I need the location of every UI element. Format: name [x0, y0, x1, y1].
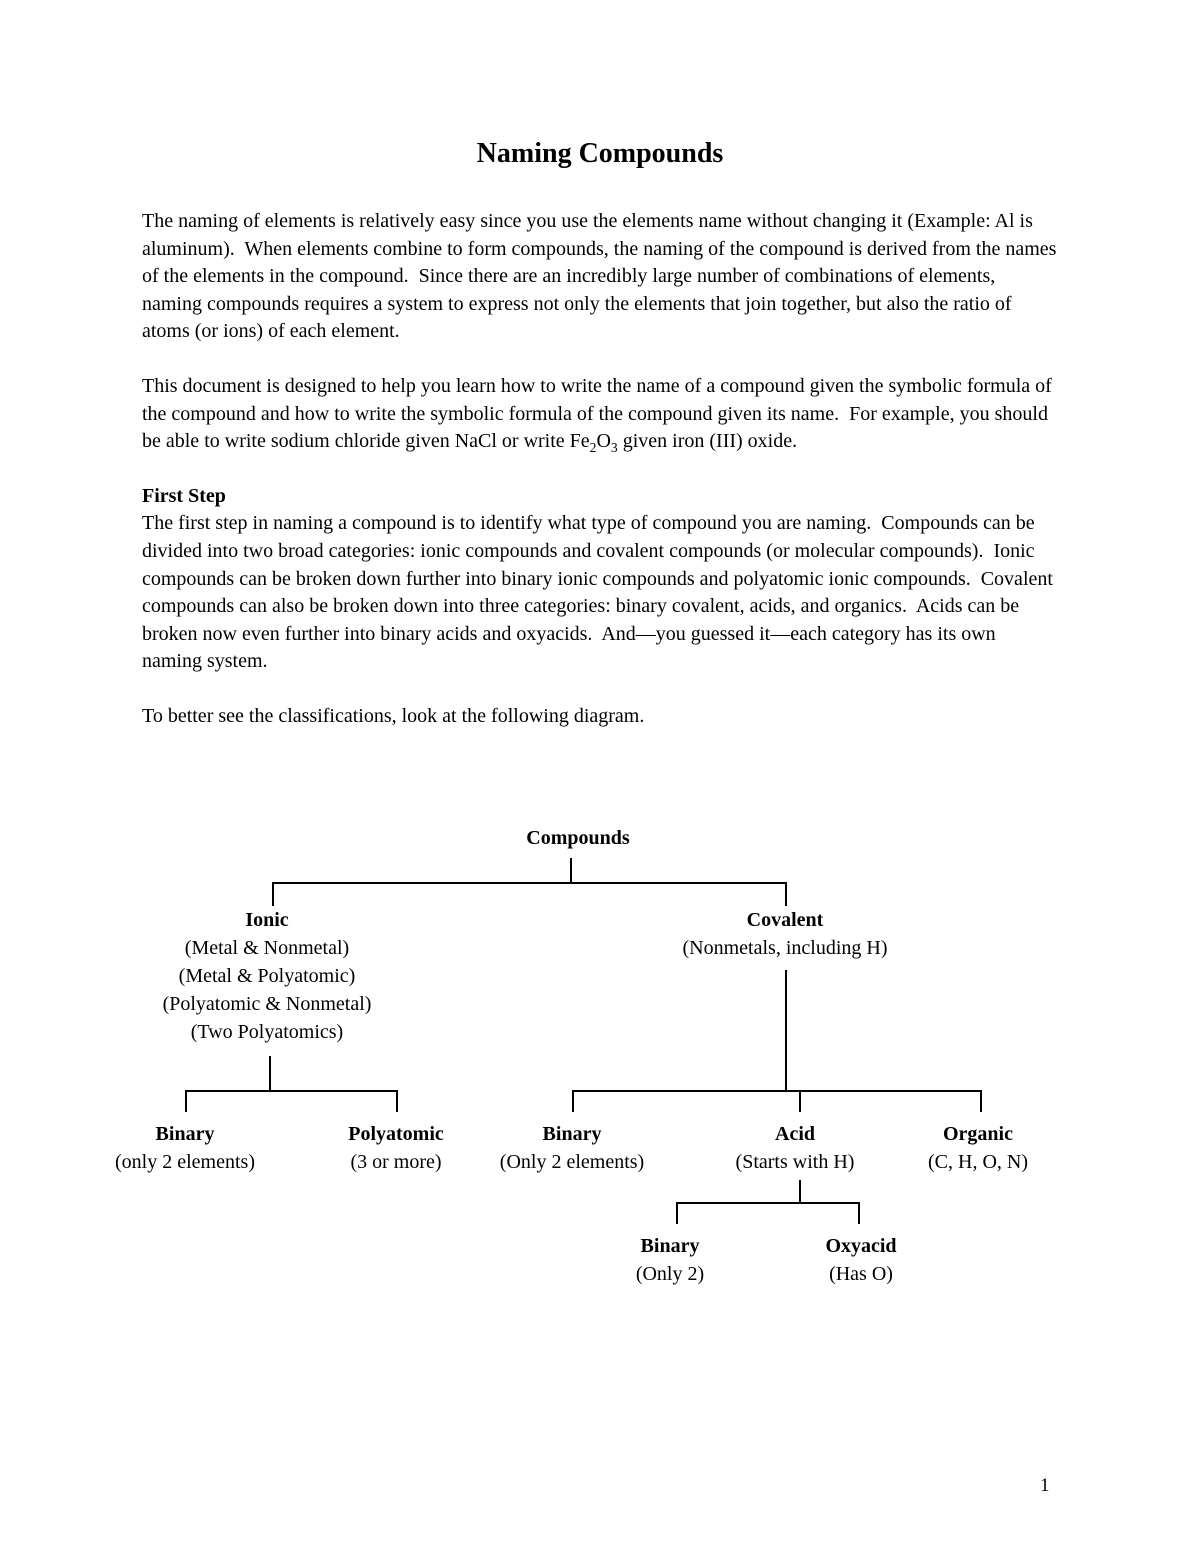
- intro-paragraph-2: [142, 373, 1058, 456]
- formula-subscript-2: 2: [589, 440, 597, 456]
- node-covalent: [645, 906, 925, 962]
- document-page: [0, 0, 1200, 731]
- node-acid: [695, 1120, 895, 1176]
- connector-covalent-binary-drop: [572, 1090, 574, 1112]
- node-polyatomic: [296, 1120, 496, 1176]
- node-covalent-sublabel: (Nonmetals, including H): [682, 937, 888, 959]
- node-organic: [878, 1120, 1078, 1176]
- intro-paragraph-1: The naming of elements is relatively easy since you use the elements name without changing it (Example: Al is aluminum). When elements combine to form compounds, the naming of the compound is derived from the names of the elements in the compound. Since there are an incredibly large number of combinations of elements, naming compounds requires a system to express not only the elements that join together, but also the ratio of atoms (or ions) of each element.: [142, 210, 1062, 343]
- node-compounds: [468, 824, 688, 852]
- diagram-intro-paragraph: To better see the classifications, look at the following diagram.: [142, 704, 645, 727]
- node-acid-binary-sublabel: (Only 2): [635, 1263, 705, 1285]
- node-polyatomic-sublabel: (3 or more): [350, 1151, 442, 1173]
- page-title: Naming Compounds: [476, 138, 724, 169]
- node-ionic-sublabel: (Two Polyatomics): [190, 1021, 344, 1043]
- node-acid-sublabel: (Starts with H): [735, 1151, 855, 1173]
- connector-compounds-stub: [570, 858, 572, 884]
- connector-covalent-drop: [785, 882, 787, 906]
- node-ionic: [127, 906, 407, 1046]
- connector-acid-horizontal: [676, 1202, 860, 1204]
- connector-polyatomic-drop: [396, 1090, 398, 1112]
- connector-organic-drop: [980, 1090, 982, 1112]
- connector-ionic-drop: [272, 882, 274, 906]
- node-organic-sublabel: (C, H, O, N): [928, 1151, 1028, 1173]
- page-number: 1: [1040, 1475, 1050, 1496]
- node-acid-binary-label: Binary: [640, 1235, 700, 1257]
- node-oxyacid-label: Oxyacid: [825, 1235, 897, 1257]
- node-ionic-sublabel: (Metal & Nonmetal): [184, 937, 350, 959]
- connector-ionic-stub: [269, 1056, 271, 1092]
- intro-paragraph-2-text-c: given iron (III) oxide.: [617, 430, 798, 453]
- intro-paragraph-2-text-a: This document is designed to help you learn how to write the name of a compound given the symbolic formula of the compound and how to write the symbolic formula of the compound given its name. For example, you should be able to write sodium chloride given NaCl or write Fe: [142, 374, 1057, 453]
- connector-acid-stub: [799, 1180, 801, 1204]
- node-oxyacid-sublabel: (Has O): [829, 1263, 893, 1285]
- connector-ionic-horizontal: [185, 1090, 398, 1092]
- connector-covalent-stub: [785, 970, 787, 1092]
- connector-top-horizontal: [272, 882, 787, 884]
- node-organic-label: Organic: [943, 1123, 1013, 1145]
- node-ionic-sublabel: (Polyatomic & Nonmetal): [162, 993, 372, 1015]
- connector-oxyacid-drop: [858, 1202, 860, 1224]
- node-ionic-binary-sublabel: (only 2 elements): [115, 1151, 255, 1173]
- node-covalent-binary-label: Binary: [542, 1123, 602, 1145]
- intro-paragraph-2-text-b: O: [596, 430, 611, 453]
- node-ionic-binary-label: Binary: [155, 1123, 215, 1145]
- node-covalent-binary-sublabel: (Only 2 elements): [499, 1151, 645, 1173]
- node-acid-binary: [570, 1232, 770, 1288]
- node-ionic-sublabel: (Metal & Polyatomic): [178, 965, 356, 987]
- node-covalent-label: Covalent: [746, 909, 824, 931]
- node-covalent-binary: [472, 1120, 672, 1176]
- connector-acid-binary-drop: [676, 1202, 678, 1224]
- first-step-paragraph: The first step in naming a compound is to identify what type of compound you are naming. Compounds can be divided into two broad categories: ionic compounds and covalent compounds (or molecular compounds). Ionic compounds can be broken down further into binary ionic compounds and polyatomic ionic compounds. Covalent compounds can also be broken down into three categories: binary covalent, acids, and organics. Acids can be broken now even further into binary acids and oxyacids. And—you guessed it—each category has its own naming system.: [142, 512, 1058, 673]
- first-step-heading: First Step: [142, 484, 226, 507]
- node-polyatomic-label: Polyatomic: [348, 1123, 444, 1145]
- connector-ionic-binary-drop: [185, 1090, 187, 1112]
- node-ionic-label: Ionic: [245, 909, 289, 931]
- formula-subscript-3: 3: [610, 440, 618, 456]
- node-compounds-label: Compounds: [526, 827, 630, 849]
- connector-covalent-horizontal: [572, 1090, 982, 1092]
- node-ionic-binary: [85, 1120, 285, 1176]
- connector-acid-drop: [799, 1090, 801, 1112]
- node-oxyacid: [761, 1232, 961, 1288]
- node-acid-label: Acid: [775, 1123, 815, 1145]
